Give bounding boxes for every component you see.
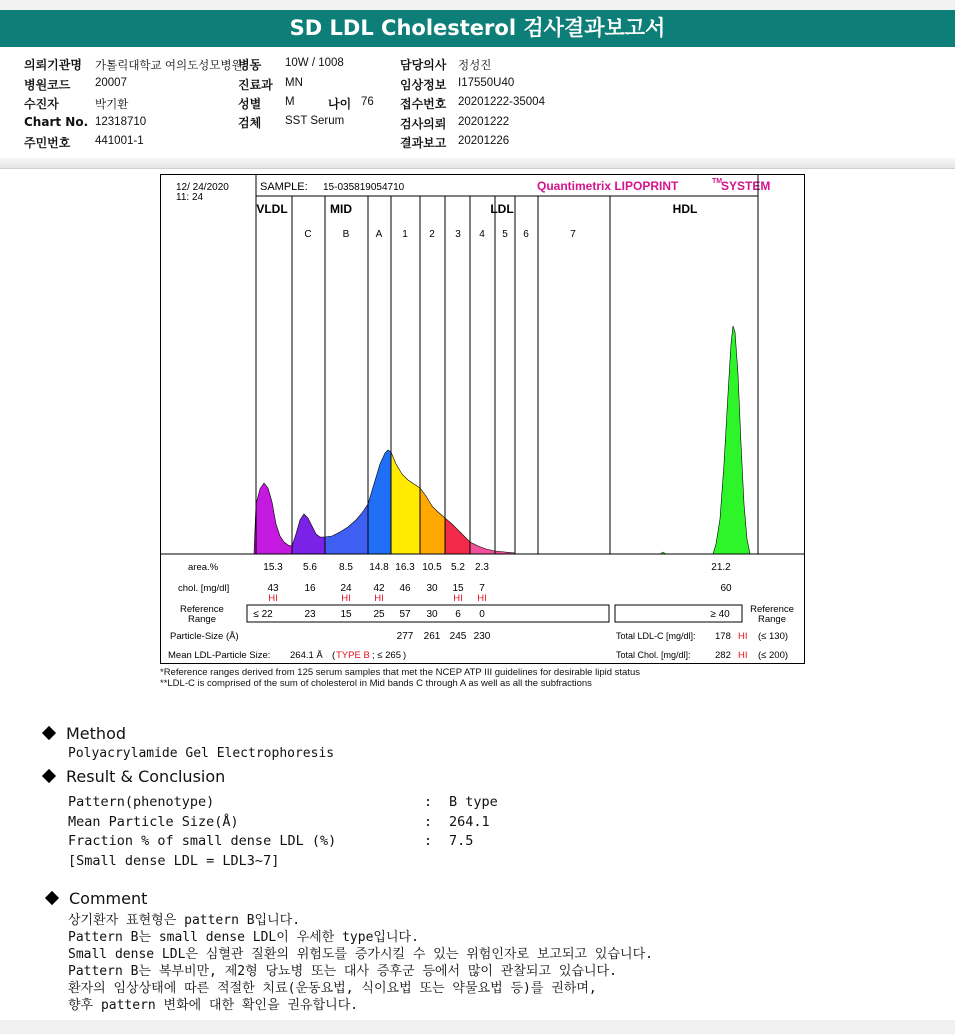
area-value-7: 2.3 [475, 562, 489, 573]
total-chol-value: 282 [715, 650, 731, 661]
result-colon-2: : [424, 814, 433, 830]
age-value: 76 [361, 96, 374, 108]
total-chol-range: (≤ 200) [758, 650, 789, 661]
hdl-ref-label-1: Reference [750, 604, 794, 615]
area-value-2: 8.5 [339, 562, 353, 573]
id-value: 441001-1 [95, 135, 144, 147]
hospital-value: 가톨릭대학교 여의도성모병원 [95, 60, 243, 72]
receipt-value: 20201222-35004 [458, 96, 545, 108]
chart-no-label: Chart No. [24, 115, 89, 129]
hospital-label: 의뢰기관명 [24, 58, 82, 72]
ref-value-6: 6 [455, 609, 461, 620]
request-label: 검사의뢰 [400, 117, 447, 131]
chol-hi-2: HI [341, 593, 351, 604]
result-value-2: 264.1 [449, 814, 490, 830]
result-label-1: Pattern(phenotype) [68, 794, 215, 810]
result-heading [44, 767, 225, 786]
receipt-label: 접수번호 [400, 97, 447, 111]
area-value-5: 10.5 [422, 562, 442, 573]
ref-value-2: 15 [340, 609, 352, 620]
ward-value: 10W / 1008 [285, 57, 344, 69]
area-value-3: 14.8 [369, 562, 389, 573]
ref-value-0: ≤ 22 [253, 609, 273, 620]
sex-label: 성별 [238, 97, 262, 111]
footnote-2: **LDL-C is comprised of the sum of cholesterol in Mid bands C through A as well as all the subfractions [160, 678, 592, 689]
chol-value-0: 43 [267, 583, 279, 594]
group-hdl: HDL [672, 202, 698, 216]
result-colon-3: : [424, 833, 433, 849]
area-label: area.% [188, 562, 219, 573]
particle-value-2: 245 [449, 631, 467, 642]
area-value-1: 5.6 [303, 562, 317, 573]
chol-value-4: 46 [399, 583, 411, 594]
brand-system: SYSTEM [721, 179, 771, 193]
mean-range: ; ≤ 265 [372, 650, 401, 661]
name-label: 수진자 [24, 97, 59, 111]
hdl-chol: 60 [720, 583, 732, 594]
name-value: 박기환 [95, 99, 129, 111]
result-value-3: 7.5 [449, 833, 474, 849]
clinical-value: I17550U40 [458, 77, 515, 89]
band-label-C: C [304, 229, 312, 240]
mean-label: Mean LDL-Particle Size: [168, 650, 271, 661]
lipoprint-chart [160, 174, 805, 664]
chol-hi-0: HI [268, 593, 278, 604]
chol-value-3: 42 [373, 583, 385, 594]
particle-value-1: 261 [423, 631, 441, 642]
band-label-1: 1 [402, 229, 408, 240]
bottom-strip [0, 1020, 955, 1034]
dept-value: MN [285, 77, 303, 89]
doctor-value: 정성진 [458, 60, 492, 72]
result-value-1: B type [449, 794, 498, 810]
chol-label: chol. [mg/dl] [178, 583, 230, 594]
sample-id: 15-035819054710 [323, 182, 405, 193]
group-ldl: LDL [490, 202, 514, 216]
report-title: SD LDL Cholesterol 검사결과보고서 [0, 10, 955, 47]
dept-label: 진료과 [238, 78, 273, 92]
result-label-2: Mean Particle Size(Å) [68, 814, 239, 830]
section-divider [0, 168, 955, 169]
ref-value-3: 25 [373, 609, 385, 620]
top-strip [0, 0, 955, 10]
chol-hi-7: HI [477, 593, 487, 604]
id-label: 주민번호 [24, 136, 71, 150]
band-label-2: 2 [429, 229, 435, 240]
ref-label-2: Range [188, 614, 216, 625]
total-chol-hi: HI [738, 650, 748, 661]
mean-value: 264.1 Å [290, 650, 323, 661]
ref-value-7: 0 [479, 609, 485, 620]
chol-value-6: 15 [452, 583, 464, 594]
band-label-3: 3 [455, 229, 461, 240]
specimen-value: SST Serum [285, 115, 345, 127]
chart-date: 12/ 24/2020 [176, 182, 229, 193]
band-label-7: 7 [570, 229, 576, 240]
comment-heading [47, 889, 147, 908]
total-ldl-value: 178 [715, 631, 731, 642]
lipoprint-svg [160, 174, 805, 664]
ref-value-5: 30 [426, 609, 438, 620]
area-value-6: 5.2 [451, 562, 465, 573]
diamond-bullet-icon [42, 726, 56, 740]
ref-value-4: 57 [399, 609, 411, 620]
method-heading-text: Method [66, 724, 127, 743]
mean-open-paren: ( [332, 650, 336, 661]
comment-line-1: 상기환자 표현형은 pattern B입니다. [68, 913, 301, 928]
band-label-B: B [342, 229, 350, 240]
mean-close-paren: ) [403, 650, 407, 661]
report-date-label: 결과보고 [400, 136, 447, 150]
footnote-1: *Reference ranges derived from 125 serum samples that met the NCEP ATP III guidelines for desirable lipid status [160, 667, 640, 678]
particle-value-0: 277 [396, 631, 414, 642]
total-ldl-label: Total LDL-C [mg/dl]: [616, 631, 696, 641]
chol-value-5: 30 [426, 583, 438, 594]
comment-line-2: Pattern B는 small dense LDL이 우세한 type입니다. [68, 930, 419, 945]
particle-value-3: 230 [473, 631, 491, 642]
comment-line-5: 환자의 임상상태에 따른 적절한 치료(운동요법, 식이요법 또는 약물요법 등)를 권하며, [68, 981, 597, 996]
code-label: 병원코드 [24, 78, 71, 92]
band-label-6: 6 [523, 229, 529, 240]
chol-hi-3: HI [374, 593, 384, 604]
area-value-4: 16.3 [395, 562, 415, 573]
age-label: 나이 [328, 97, 352, 111]
band-label-4: 4 [479, 229, 485, 240]
result-label-3: Fraction % of small dense LDL (%) [68, 833, 337, 849]
band-label-5: 5 [502, 229, 508, 240]
hdl-ref-label-2: Range [758, 614, 786, 625]
comment-line-6: 향후 pattern 변화에 대한 확인을 권유합니다. [68, 998, 359, 1013]
doctor-label: 담당의사 [400, 58, 447, 72]
ref-value-1: 23 [304, 609, 316, 620]
group-mid: MID [330, 202, 352, 216]
chol-hi-6: HI [453, 593, 463, 604]
ref-label-1: Reference [180, 604, 224, 615]
method-text: Polyacrylamide Gel Electrophoresis [68, 746, 335, 761]
mean-type: TYPE B [336, 650, 370, 661]
diamond-bullet-icon [42, 769, 56, 783]
chart-no-value: 12318710 [95, 116, 147, 128]
diamond-bullet-icon [45, 891, 59, 905]
band-label-A: A [375, 229, 383, 240]
ward-label: 병동 [238, 58, 262, 72]
clinical-label: 임상정보 [400, 78, 447, 92]
result-heading-text: Result & Conclusion [66, 767, 226, 786]
section-shadow [0, 158, 955, 168]
total-chol-label: Total Chol. [mg/dl]: [616, 650, 691, 660]
hdl-area: 21.2 [711, 562, 731, 573]
brand-tm: TM [712, 178, 723, 185]
chol-value-2: 24 [340, 583, 352, 594]
chol-value-7: 7 [479, 583, 485, 594]
total-ldl-range: (≤ 130) [758, 631, 789, 642]
group-vldl: VLDL [256, 202, 288, 216]
comment-line-3: Small dense LDL은 심혈관 질환의 위험도를 증가시킬 수 있는 위험인자로 보고되고 있습니다. [68, 947, 653, 962]
report-date-value: 20201226 [458, 135, 510, 147]
specimen-label: 검체 [238, 116, 262, 130]
request-value: 20201222 [458, 116, 510, 128]
chart-time: 11: 24 [176, 192, 204, 203]
chol-value-1: 16 [304, 583, 316, 594]
comment-line-4: Pattern B는 복부비만, 제2형 당뇨병 또는 대사 증후군 등에서 많이 관찰되고 있습니다. [68, 964, 617, 979]
total-ldl-hi: HI [738, 631, 748, 642]
comment-heading-text: Comment [69, 889, 148, 908]
area-value-0: 15.3 [263, 562, 283, 573]
brand-name: Quantimetrix LIPOPRINT [537, 179, 679, 193]
result-note: [Small dense LDL = LDL3~7] [68, 853, 280, 869]
sex-value: M [285, 96, 295, 108]
result-colon-1: : [424, 794, 433, 810]
hdl-ref: ≥ 40 [710, 609, 730, 620]
code-value: 20007 [95, 77, 127, 89]
particle-label: Particle-Size (Å) [170, 631, 239, 642]
sample-label: SAMPLE: [260, 181, 308, 193]
method-heading [44, 724, 126, 743]
